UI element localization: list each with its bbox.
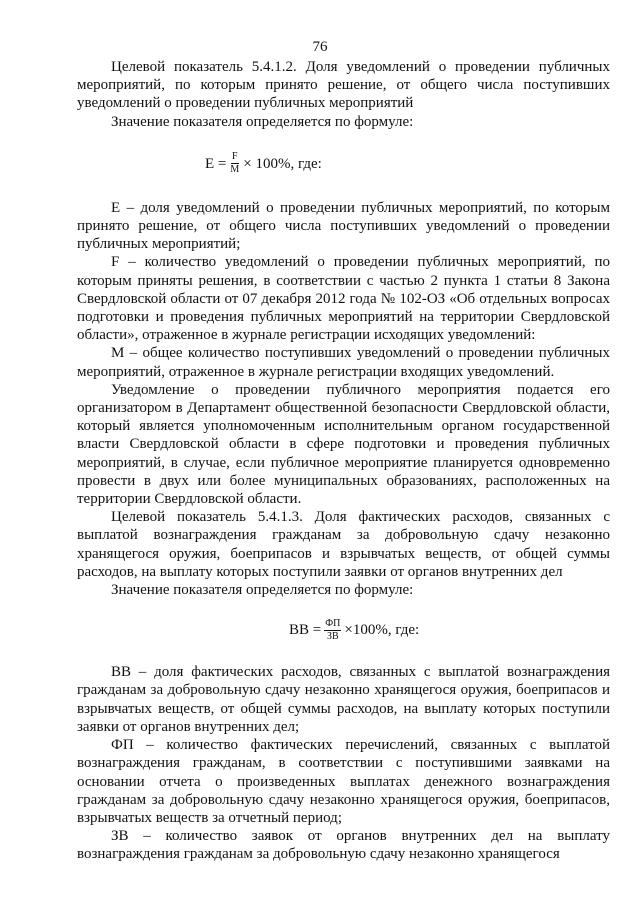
paragraph-def-fp: ФП – количество фактических перечислений, связанных с выплатой вознаграждения гражданам, в соответствии с поступившими заявками на основании отчета о произведенных выплатах денежного вознаграждения гражданам за добровольную сдачу незаконно хранящегося оружия, боеприпасов, взрывчатых веществ за отчетный период; — [77, 737, 610, 826]
formula-bb-lhs: BB = — [289, 622, 322, 639]
page-number: 76 — [312, 39, 328, 55]
formula-e — [77, 145, 610, 183]
paragraph-def-f: F – количество уведомлений о проведении публичных мероприятий, по которым приняты решения, в соответствии с частью 2 пункта 1 статьи 8 Закона Свердловской области от 07 декабря 2012 года № 102-ОЗ «Об отдельных вопросах подготовки и проведения публичных мероприятий на территории Свердловской области», отраженное в журнале регистрации исходящих уведомлений: — [77, 254, 610, 344]
formula-e-lhs: E = — [205, 155, 227, 172]
formula-bb-numerator: ФП — [325, 617, 341, 629]
paragraph-notification: Уведомление о проведении публичного мероприятия подается его организатором в Департамент общественной безопасности Свердловской области, который является уполномоченным исполнительным органом государственной власти Свердловской области в сфере подготовки и проведения публичных мероприятий, в случае, если публичное мероприятие планируется одновременно провести в двух или более муниципальных образованиях, расположенных на территории Свердловской области. — [77, 381, 610, 508]
formula-e-fraction — [229, 151, 240, 176]
document-body — [77, 58, 610, 864]
paragraph-def-m: M – общее количество поступивших уведомлений о проведении публичных мероприятий, отраженное в журнале регистрации входящих уведомлений. — [77, 345, 610, 380]
formula-bb — [77, 611, 610, 649]
paragraph-formula-intro-2: Значение показателя определяется по формуле: — [111, 582, 414, 599]
formula-bb-denominator: ЗВ — [326, 630, 339, 642]
paragraph-def-bb: BB – доля фактических расходов, связанных с выплатой вознаграждения гражданам за добровольную сдачу незаконно хранящегося оружия, боеприпасов и взрывчатых веществ, от общей суммы расходов, на выплату которых поступили заявки от органов внутренних дел; — [77, 664, 610, 735]
formula-e-denominator: M — [230, 164, 240, 176]
formula-bb-rhs: ×100%, где: — [344, 622, 420, 639]
paragraph-target-5-4-1-2: Целевой показатель 5.4.1.2. Доля уведомлений о проведении публичных мероприятий, по которым принято решение, от общего числа поступивших уведомлений о проведении публичных мероприятий — [77, 59, 610, 112]
paragraph-def-zv: ЗВ – количество заявок от органов внутренних дел на выплату вознаграждения гражданам за добровольную сдачу незаконно хранящегося — [77, 828, 610, 863]
formula-e-rhs: × 100%, где: — [243, 155, 322, 172]
formula-e-numerator: F — [232, 151, 238, 163]
paragraph-formula-intro-1: Значение показателя определяется по формуле: — [111, 113, 414, 130]
paragraph-def-e: E – доля уведомлений о проведении публичных мероприятий, по которым принято решение, от общего числа поступивших уведомлений о проведении публичных мероприятий; — [77, 199, 610, 253]
paragraph-target-5-4-1-3: Целевой показатель 5.4.1.3. Доля фактических расходов, связанных с выплатой вознаграждения гражданам за добровольную сдачу незаконно хранящегося оружия, боеприпасов и взрывчатых веществ, от общей суммы расходов, на выплату которых поступили заявки от органов внутренних дел — [77, 509, 610, 580]
formula-bb-fraction — [324, 618, 341, 643]
